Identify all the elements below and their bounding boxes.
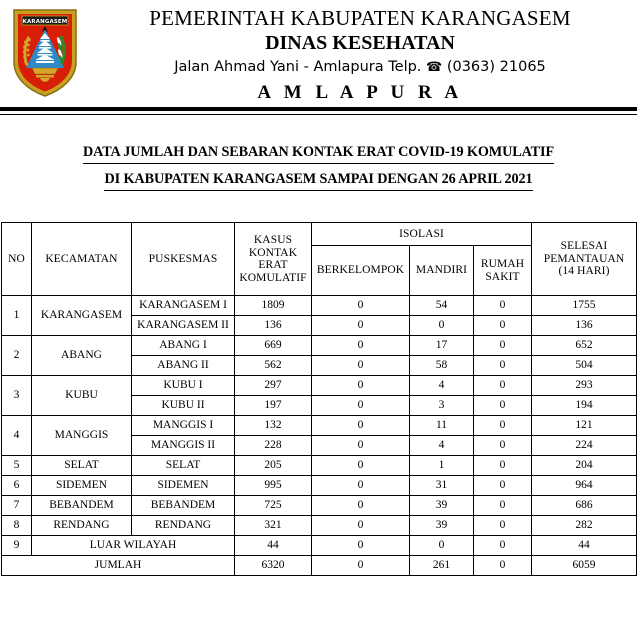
- cell-berkelompok: 0: [312, 456, 410, 476]
- cell-berkelompok: 0: [312, 416, 410, 436]
- cell-no: 3: [2, 376, 32, 416]
- table-row: [2, 456, 637, 476]
- cell-berkelompok: 0: [312, 336, 410, 356]
- th-mandiri: MANDIRI: [410, 246, 474, 296]
- report-title: [0, 142, 637, 191]
- cell-mandiri: 0: [410, 316, 474, 336]
- cell-rumah-sakit: 0: [474, 356, 532, 376]
- th-isolasi: ISOLASI: [312, 223, 532, 246]
- cell-selesai: 282: [532, 516, 637, 536]
- cell-total-mandiri: 261: [410, 556, 474, 576]
- cell-total-rumah-sakit: 0: [474, 556, 532, 576]
- cell-mandiri: 1: [410, 456, 474, 476]
- cell-mandiri: 31: [410, 476, 474, 496]
- cell-berkelompok: 0: [312, 296, 410, 316]
- cell-kasus: 669: [235, 336, 312, 356]
- cell-luar-wilayah-label: LUAR WILAYAH: [32, 536, 235, 556]
- cell-rumah-sakit: 0: [474, 476, 532, 496]
- cell-rumah-sakit: 0: [474, 376, 532, 396]
- department-name: DINAS KESEHATAN: [265, 31, 455, 54]
- cell-puskesmas: RENDANG: [132, 516, 235, 536]
- svg-text:KARANGASEM: KARANGASEM: [22, 19, 68, 25]
- cell-no: 7: [2, 496, 32, 516]
- table-row: [2, 296, 637, 316]
- cell-mandiri: 3: [410, 396, 474, 416]
- cell-kasus: 44: [235, 536, 312, 556]
- cell-kecamatan: SIDEMEN: [32, 476, 132, 496]
- cell-berkelompok: 0: [312, 396, 410, 416]
- cell-rumah-sakit: 0: [474, 516, 532, 536]
- cell-selesai: 504: [532, 356, 637, 376]
- cell-no: 4: [2, 416, 32, 456]
- th-selesai-line-1: SELESAI: [560, 240, 608, 253]
- cell-kasus: 725: [235, 496, 312, 516]
- cell-mandiri: 58: [410, 356, 474, 376]
- cell-puskesmas: KARANGASEM I: [132, 296, 235, 316]
- cell-berkelompok: 0: [312, 376, 410, 396]
- th-kecamatan: KECAMATAN: [32, 223, 132, 296]
- cell-mandiri: 0: [410, 536, 474, 556]
- th-rumah-sakit-line-1: RUMAH: [480, 258, 525, 270]
- cell-puskesmas: KUBU II: [132, 396, 235, 416]
- th-selesai-line-2: PEMANTAUAN: [543, 252, 625, 265]
- table-row: [2, 336, 637, 356]
- th-kasus-kontak-erat-komulatif: [235, 223, 312, 296]
- cell-rumah-sakit: 0: [474, 336, 532, 356]
- cell-kecamatan: KUBU: [32, 376, 132, 416]
- cell-puskesmas: BEBANDEM: [132, 496, 235, 516]
- cell-kecamatan: RENDANG: [32, 516, 132, 536]
- cell-selesai: 293: [532, 376, 637, 396]
- cell-rumah-sakit: 0: [474, 416, 532, 436]
- letterhead-divider-thick: [0, 107, 637, 111]
- cell-selesai: 686: [532, 496, 637, 516]
- cell-kasus: 321: [235, 516, 312, 536]
- cell-puskesmas: MANGGIS I: [132, 416, 235, 436]
- cell-rumah-sakit: 0: [474, 436, 532, 456]
- cell-puskesmas: ABANG I: [132, 336, 235, 356]
- cell-selesai: 204: [532, 456, 637, 476]
- cell-mandiri: 54: [410, 296, 474, 316]
- cell-kecamatan: ABANG: [32, 336, 132, 376]
- cell-mandiri: 39: [410, 496, 474, 516]
- cell-rumah-sakit: 0: [474, 456, 532, 476]
- cell-selesai: 121: [532, 416, 637, 436]
- cell-mandiri: 17: [410, 336, 474, 356]
- th-selesai-line-3: (14 HARI): [558, 265, 610, 278]
- cell-rumah-sakit: 0: [474, 396, 532, 416]
- table-row: [2, 516, 637, 536]
- cell-berkelompok: 0: [312, 476, 410, 496]
- cell-mandiri: 4: [410, 376, 474, 396]
- th-selesai-pemantauan: [532, 223, 637, 296]
- cell-kasus: 1809: [235, 296, 312, 316]
- cell-puskesmas: KUBU I: [132, 376, 235, 396]
- karangasem-coat-of-arms-logo: [10, 6, 80, 98]
- cell-puskesmas: MANGGIS II: [132, 436, 235, 456]
- cell-total-selesai: 6059: [532, 556, 637, 576]
- cell-puskesmas: SELAT: [132, 456, 235, 476]
- cell-total-berkelompok: 0: [312, 556, 410, 576]
- th-rumah-sakit: [474, 246, 532, 296]
- cell-berkelompok: 0: [312, 536, 410, 556]
- cell-total-kasus: 6320: [235, 556, 312, 576]
- contact-tracing-data-table: [1, 222, 637, 576]
- cell-kasus: 297: [235, 376, 312, 396]
- cell-selesai: 44: [532, 536, 637, 556]
- cell-no: 1: [2, 296, 32, 336]
- cell-kecamatan: BEBANDEM: [32, 496, 132, 516]
- table-row: [2, 376, 637, 396]
- cell-kecamatan: KARANGASEM: [32, 296, 132, 336]
- letterhead-divider-thin: [0, 114, 637, 115]
- table-row: [2, 496, 637, 516]
- cell-berkelompok: 0: [312, 496, 410, 516]
- cell-selesai: 1755: [532, 296, 637, 316]
- cell-selesai: 136: [532, 316, 637, 336]
- cell-berkelompok: 0: [312, 316, 410, 336]
- cell-puskesmas: SIDEMEN: [132, 476, 235, 496]
- cell-rumah-sakit: 0: [474, 496, 532, 516]
- cell-kasus: 228: [235, 436, 312, 456]
- cell-selesai: 964: [532, 476, 637, 496]
- th-kasus-line-3: ERAT: [258, 259, 288, 271]
- cell-selesai: 224: [532, 436, 637, 456]
- th-berkelompok: BERKELOMPOK: [312, 246, 410, 296]
- city-name: A M L A P U R A: [257, 81, 463, 103]
- cell-selesai: 652: [532, 336, 637, 356]
- th-rumah-sakit-line-2: SAKIT: [485, 270, 520, 283]
- cell-rumah-sakit: 0: [474, 316, 532, 336]
- letterhead: [0, 0, 637, 106]
- cell-no: 9: [2, 536, 32, 556]
- cell-berkelompok: 0: [312, 516, 410, 536]
- cell-berkelompok: 0: [312, 356, 410, 376]
- cell-kasus: 197: [235, 396, 312, 416]
- table-row-luar-wilayah: [2, 536, 637, 556]
- table-row-total: [2, 556, 637, 576]
- th-kasus-line-1: KASUS: [253, 234, 293, 246]
- address-text: Jalan Ahmad Yani - Amlapura Telp.: [174, 59, 427, 76]
- phone-number: (0363) 21065: [442, 59, 546, 76]
- cell-kasus: 562: [235, 356, 312, 376]
- cell-kasus: 136: [235, 316, 312, 336]
- cell-rumah-sakit: 0: [474, 296, 532, 316]
- cell-selesai: 194: [532, 396, 637, 416]
- address-line: [90, 59, 630, 76]
- cell-mandiri: 11: [410, 416, 474, 436]
- table-header: [2, 223, 637, 296]
- th-no: NO: [2, 223, 32, 296]
- government-name: PEMERINTAH KABUPATEN KARANGASEM: [149, 6, 571, 30]
- cell-berkelompok: 0: [312, 436, 410, 456]
- cell-total-label: JUMLAH: [2, 556, 235, 576]
- cell-no: 5: [2, 456, 32, 476]
- table-header-row-1: [2, 223, 637, 246]
- cell-no: 6: [2, 476, 32, 496]
- table-row: [2, 476, 637, 496]
- cell-kasus: 205: [235, 456, 312, 476]
- cell-rumah-sakit: 0: [474, 536, 532, 556]
- table-body: [2, 296, 637, 576]
- th-puskesmas: PUSKESMAS: [132, 223, 235, 296]
- cell-mandiri: 4: [410, 436, 474, 456]
- cell-kecamatan: MANGGIS: [32, 416, 132, 456]
- telephone-icon: ☎: [426, 60, 443, 76]
- report-title-line-2: DI KABUPATEN KARANGASEM SAMPAI DENGAN 26 APRIL 2021: [104, 169, 532, 191]
- cell-puskesmas: ABANG II: [132, 356, 235, 376]
- letterhead-text-block: [90, 0, 630, 104]
- cell-no: 8: [2, 516, 32, 536]
- cell-kasus: 132: [235, 416, 312, 436]
- th-kasus-line-4: KOMULATIF: [239, 271, 307, 284]
- th-kasus-line-2: KONTAK: [248, 246, 298, 259]
- cell-kecamatan: SELAT: [32, 456, 132, 476]
- cell-puskesmas: KARANGASEM II: [132, 316, 235, 336]
- cell-no: 2: [2, 336, 32, 376]
- cell-kasus: 995: [235, 476, 312, 496]
- cell-mandiri: 39: [410, 516, 474, 536]
- report-title-line-1: DATA JUMLAH DAN SEBARAN KONTAK ERAT COVID-19 KOMULATIF: [83, 142, 554, 164]
- table-row: [2, 416, 637, 436]
